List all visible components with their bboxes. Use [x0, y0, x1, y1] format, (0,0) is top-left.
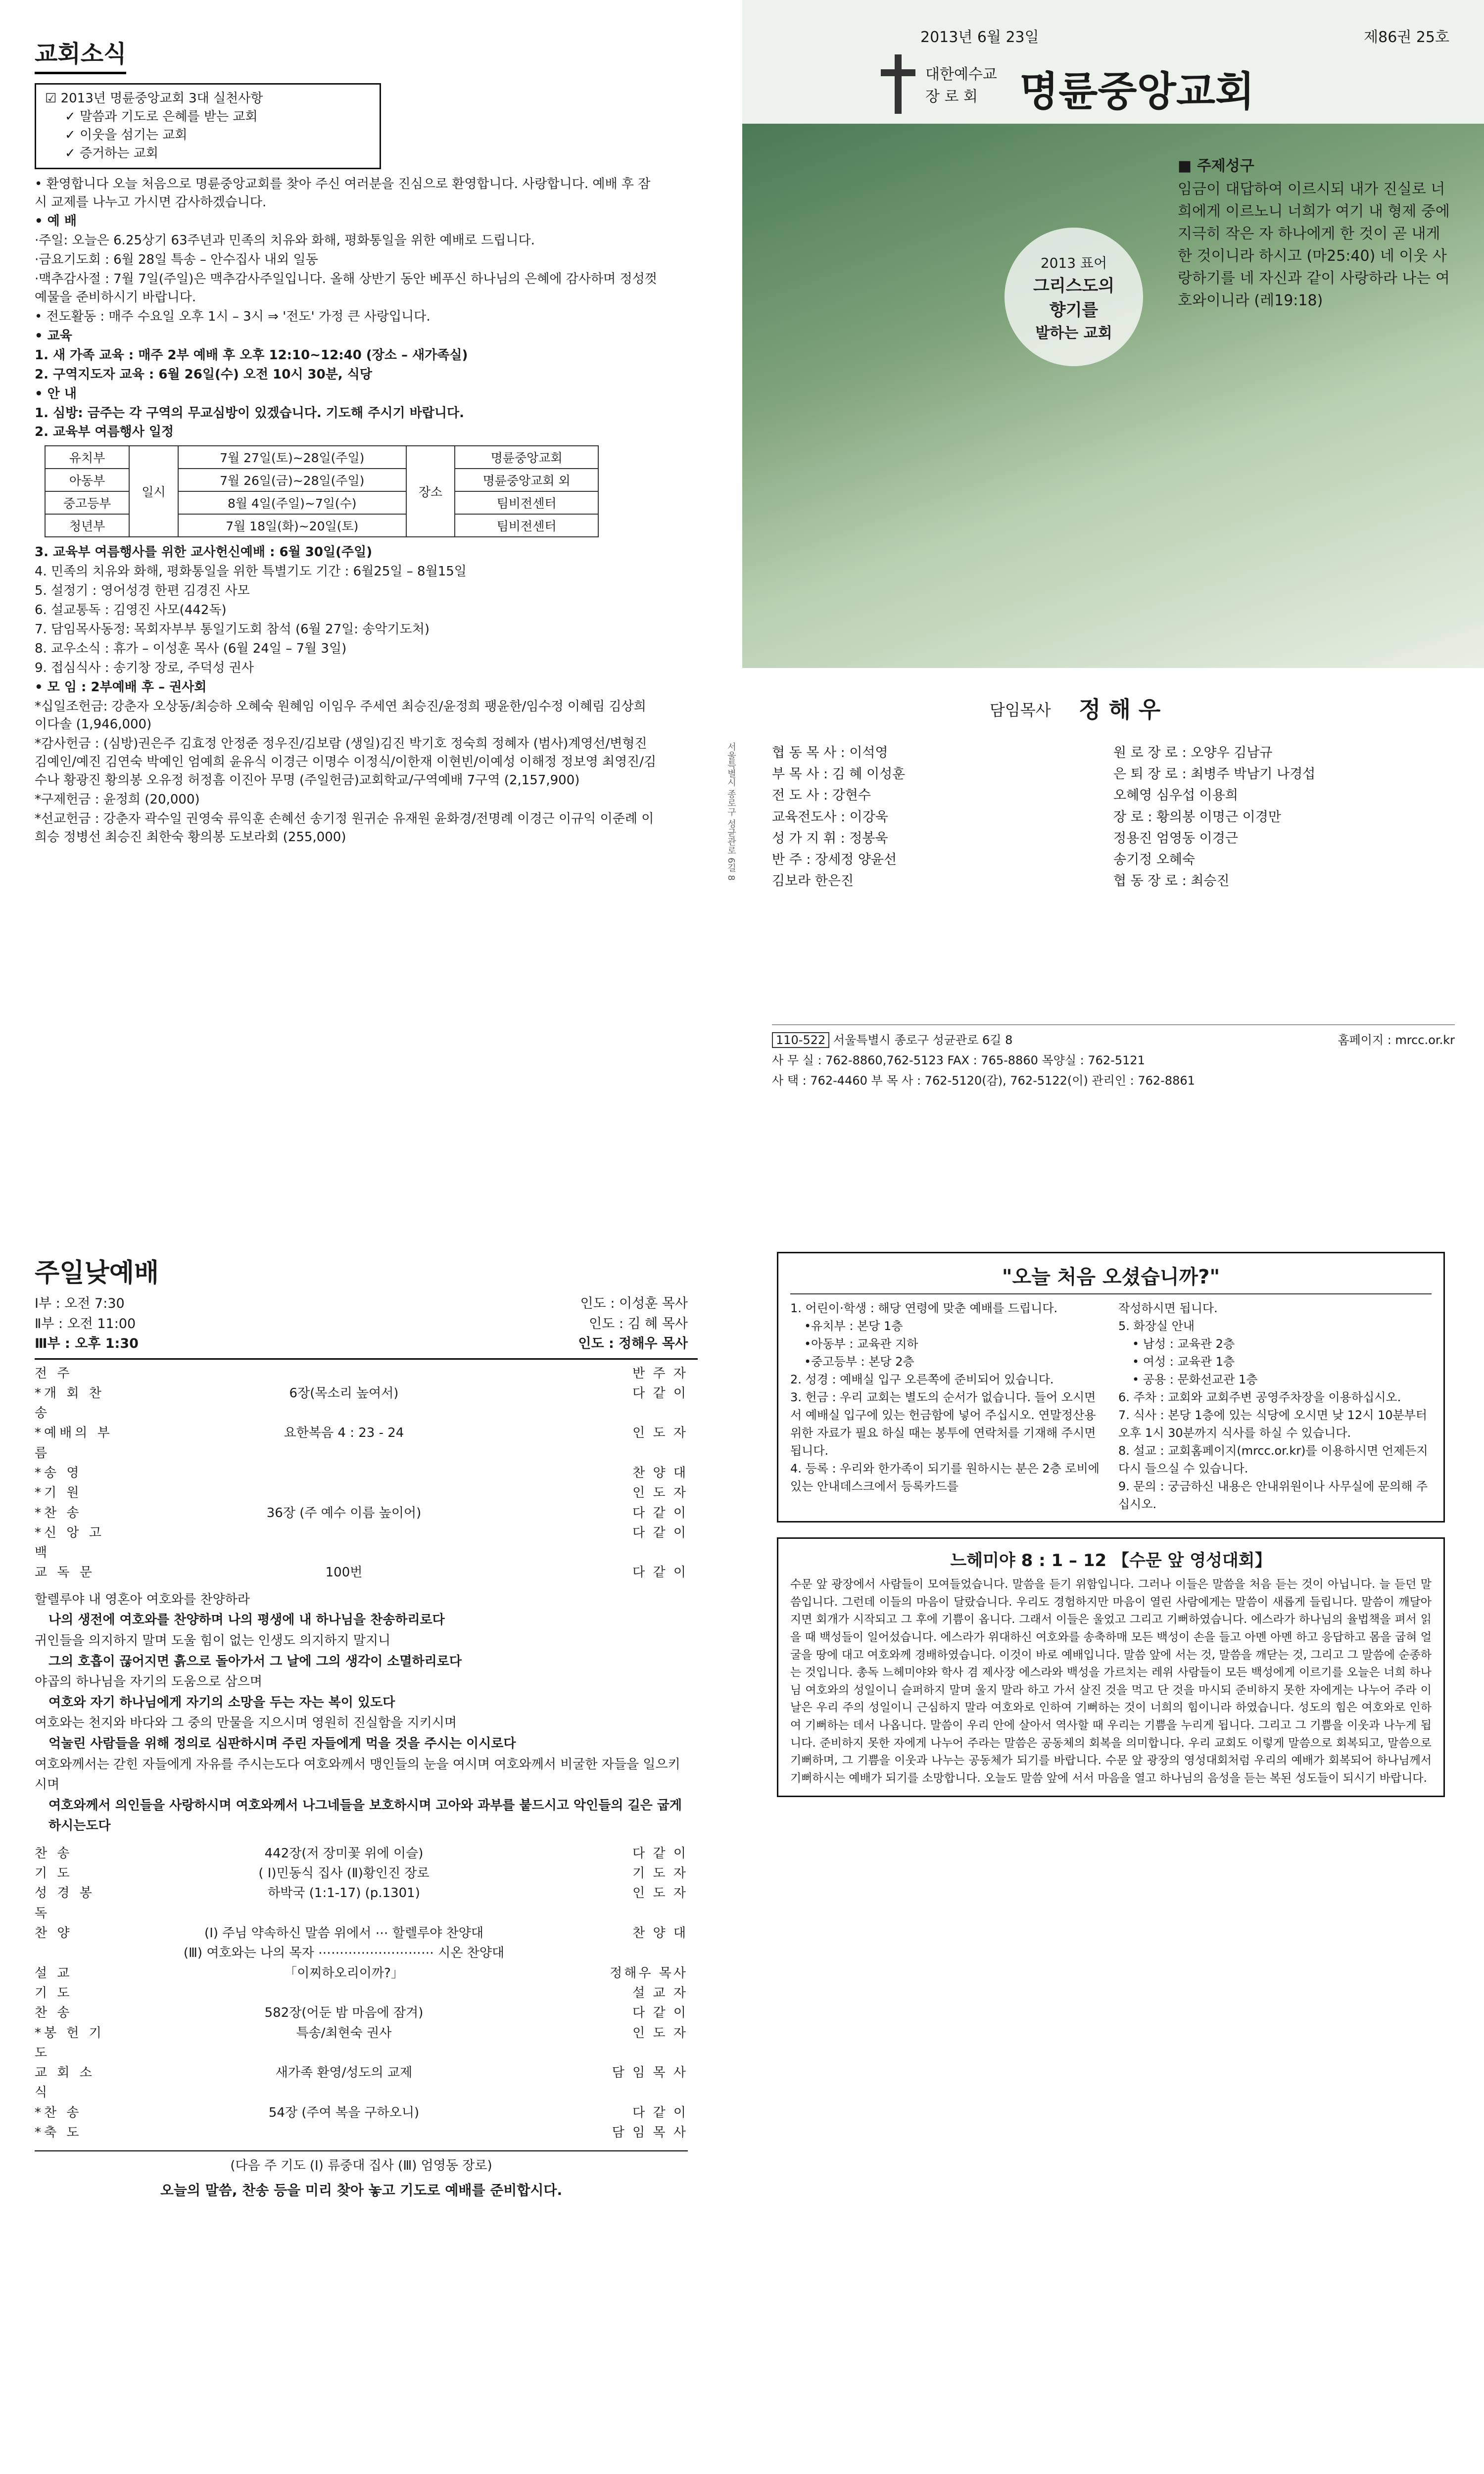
- news-line: • 교육: [35, 328, 72, 343]
- order-person: 찬 양 대: [632, 1465, 688, 1480]
- order-person: 설 교 자: [632, 1985, 688, 2000]
- order-row: [35, 1963, 688, 1983]
- summer-place: 명륜중앙교회: [455, 446, 598, 469]
- order-row: [35, 1863, 688, 1883]
- order-item: 전 주: [35, 1366, 73, 1381]
- news-line: • 환영합니다 오늘 처음으로 명륜중앙교회를 찾아 주신 여러분을 진심으로 환영합니다. 사랑합니다. 예배 후 잠시 교제를 나누고 가시면 감사하겠습니다.: [35, 176, 651, 210]
- welcome-item: •아동부 : 교육관 지하: [804, 1337, 918, 1351]
- order-person: 인 도 자: [632, 1485, 688, 1501]
- addr-code: 110-522: [772, 1032, 829, 1048]
- reading-line: 여호와 자기 하나님에게 자기의 소망을 두는 자는 복이 있도다: [48, 1695, 395, 1710]
- responsive-reading: [35, 1590, 688, 1837]
- welcome-item: 3. 헌금 : 우리 교회는 별도의 순서가 없습니다. 들어 오시면서 예배실 입구에 있는 헌금함에 넣어 주십시오. 연말정산용 위한 자료가 필요 하실 때는 봉투에 연락처를 기재해 주시면 됩니다.: [790, 1390, 1096, 1458]
- order-person: 다 같 이: [632, 1565, 688, 1580]
- order-item: *송 영: [35, 1465, 82, 1480]
- order-person: 담 임 목 사: [612, 2065, 688, 2081]
- news-line: • 예 배: [35, 214, 77, 229]
- order-item: 성 경 봉 독: [35, 1886, 95, 1921]
- leader-2: 인도 : 김 혜 목사: [589, 1316, 688, 1332]
- cover-info: [742, 668, 1484, 1178]
- motto-circle-l4: 발하는 교회: [1035, 325, 1112, 342]
- prepare-note: 오늘의 말씀, 찬송 등을 미리 찾아 놓고 기도로 예배를 준비합시다.: [160, 2182, 563, 2199]
- news-page: [0, 0, 742, 1178]
- order-item: *찬 송: [35, 2105, 82, 2120]
- staff-left: 전 도 사 : 강현수: [772, 788, 871, 804]
- motto-item: ✓ 이웃을 섬기는 교회: [65, 127, 188, 143]
- order-detail: 100번: [325, 1565, 363, 1580]
- order-person: 다 같 이: [632, 1525, 688, 1540]
- welcome-right: [1118, 1299, 1432, 1513]
- summer-date: 8월 4일(주일)~7일(수): [178, 491, 406, 514]
- order-person: 반 주 자: [632, 1366, 688, 1381]
- order-detail: 442장(저 장미꽃 위에 이슬): [264, 1846, 424, 1861]
- pastor-label: 담임목사: [990, 701, 1051, 719]
- order-row: [35, 1923, 688, 1943]
- staff-right: 은 퇴 장 로 : 최병주 박남기 나경섭: [1113, 766, 1316, 782]
- afternoon-page: [0, 2449, 742, 2474]
- cover-page: [742, 0, 1484, 1178]
- order-row: [35, 2103, 688, 2123]
- order-row: [35, 1844, 688, 1863]
- news-line: 8. 교우소식 : 휴가 – 이성훈 목사 (6월 24일 – 7월 3일): [35, 641, 347, 656]
- order-person: 다 같 이: [632, 1385, 688, 1401]
- summer-date: 7월 27일(토)~28일(주일): [178, 446, 406, 469]
- staff-right: 원 로 장 로 : 오양우 김남규: [1113, 745, 1273, 761]
- news-line: 6. 설교통독 : 김영진 사모(442독): [35, 603, 227, 618]
- summer-place: 명륜중앙교회 외: [455, 469, 598, 491]
- motto-circle-l2: 그리스도의: [1033, 276, 1115, 296]
- order-row: [35, 1483, 688, 1503]
- summer-dept: 아동부: [45, 469, 129, 491]
- order-row: [35, 1364, 688, 1383]
- order-detail: (Ⅰ) 주님 약속하신 말씀 위에서 ⋯ 할렐루야 찬양대: [204, 1926, 483, 1941]
- summer-dept: 중고등부: [45, 491, 129, 514]
- next-prayer: (다음 주 기도 (Ⅰ) 류중대 집사 (Ⅲ) 엄영동 장로): [35, 2150, 688, 2174]
- order-detail: 「이찌하오리이까?」: [284, 1965, 404, 1981]
- leader-1: 인도 : 이성훈 목사: [580, 1296, 688, 1311]
- order-row: [35, 1423, 688, 1463]
- order-row: [35, 1503, 688, 1523]
- welcome-item: • 여성 : 교육관 1층: [1132, 1355, 1235, 1369]
- order-person: 다 같 이: [632, 2105, 688, 2120]
- motto-circle-l3: 향기를: [1049, 300, 1099, 320]
- order-row: [35, 1523, 688, 1563]
- cross-icon: [881, 54, 915, 114]
- reading-line: 할렐루야 내 영혼아 여호와를 찬양하라: [35, 1592, 250, 1607]
- news-line: 2. 구역지도자 교육 : 6월 26일(수) 오전 10시 30분, 식당: [35, 367, 372, 382]
- reading-line: 여호와께서 의인들을 사랑하시며 여호와께서 나그네들을 보호하시며 고아와 과부를 붙드시고 악인들의 길은 굽게 하시는도다: [48, 1798, 682, 1834]
- time-3: Ⅲ부 : 오후 1:30: [35, 1336, 139, 1351]
- news-line: ·맥추감사절 : 7월 7일(주일)은 맥추감사주일입니다. 올해 상반기 동안 베푸신 하나님의 은혜에 감사하며 정성껏 예물을 준비하시기 바랍니다.: [35, 272, 657, 305]
- news-line: 3. 교육부 여름행사를 위한 교사헌신예배 : 6월 30일(주일): [35, 545, 373, 560]
- reading-line: 여호와께서는 갇힌 자들에게 자유를 주시는도다 여호와께서 맹인들의 눈을 여시며 여호와께서 비굴한 자들을 일으키시며: [35, 1757, 680, 1793]
- staff-left: 김보라 한은진: [772, 873, 854, 889]
- staff-left: 교육전도사 : 이강욱: [772, 809, 888, 825]
- motto-head: ☑ 2013년 명륜중앙교회 3대 실천사항: [45, 91, 263, 106]
- welcome-title: "오늘 처음 오셨습니까?": [790, 1261, 1432, 1294]
- staff-right: 장 로 : 황의봉 이명근 이경만: [1113, 809, 1281, 825]
- welcome-item: 7. 식사 : 본당 1층에 있는 식당에 오시면 낮 12시 10분부터 오후 1시 30분까지 식사를 하실 수 있습니다.: [1118, 1408, 1428, 1440]
- phone2: 사 택 : 762-4460 부 목 사 : 762-5120(감), 762-5122(이) 관리인 : 762-8861: [772, 1073, 1195, 1088]
- homepage: 홈페이지 : mrcc.or.kr: [1338, 1033, 1455, 1047]
- order-item: 기 도: [35, 1866, 73, 1881]
- summer-place-label: 장소: [406, 446, 455, 537]
- leader-3: 인도 : 정해우 목사: [578, 1336, 688, 1351]
- welcome-box: [777, 1252, 1445, 1522]
- order-person: 담 임 목 사: [612, 2125, 688, 2141]
- order-item: *기 원: [35, 1485, 82, 1501]
- meditation-title: 느헤미야 8 : 1 – 12 【수문 앞 영성대회】: [950, 1551, 1272, 1570]
- order-row: [35, 2003, 688, 2023]
- motto-item: ✓ 말씀과 기도로 은혜를 받는 교회: [65, 109, 258, 124]
- staff-list: [772, 742, 1455, 892]
- order-item: 교 회 소 식: [35, 2065, 95, 2100]
- staff-left: 협 동 목 사 : 이석영: [772, 745, 888, 761]
- order-item: *신 앙 고 백: [35, 1525, 104, 1561]
- addr: 서울특별시 종로구 성균관로 6길 8: [833, 1033, 1013, 1047]
- sunday-worship-page: [0, 1222, 742, 2410]
- order-item: 찬 송: [35, 1846, 73, 1861]
- order-row: [35, 2063, 688, 2103]
- meditation-box: [777, 1537, 1445, 1797]
- order-item: 찬 양: [35, 1926, 73, 1941]
- news-line: *구제헌금 : 윤정희 (20,000): [35, 792, 200, 808]
- order-item: 찬 송: [35, 2005, 73, 2021]
- order-detail: 새가족 환영/성도의 교제: [275, 2065, 413, 2081]
- welcome-item: 4. 등록 : 우리와 한가족이 되기를 원하시는 분은 2층 로비에 있는 안내데스크에서 등록카드를: [790, 1462, 1100, 1493]
- order-part1: [35, 1364, 688, 1583]
- order-item: *예배의 부름: [35, 1426, 113, 1461]
- news-lines: [35, 175, 658, 442]
- order-row: [35, 1463, 688, 1483]
- order-item: *봉 헌 기 도: [35, 2025, 104, 2060]
- order-row: [35, 1563, 688, 1582]
- summer-date: 7월 18일(화)~20일(토): [178, 514, 406, 537]
- pastor-name: 정 해 우: [1079, 696, 1161, 723]
- order-person: 다 같 이: [632, 1505, 688, 1521]
- welcome-item: 5. 화장실 안내: [1118, 1319, 1195, 1333]
- order-person: 다 같 이: [632, 1846, 688, 1861]
- welcome-page: [742, 1222, 1484, 2410]
- reading-line: 여호와는 천지와 바다와 그 중의 만물을 지으시며 영원히 진실함을 지키시며: [35, 1715, 457, 1731]
- sunday-times: [35, 1294, 703, 1354]
- summer-dept: 유치부: [45, 446, 129, 469]
- staff-right: 송기정 오혜숙: [1113, 852, 1196, 867]
- calendar-page: [742, 2449, 1484, 2474]
- motto-circle-l1: 2013 표어: [1040, 255, 1107, 271]
- order-detail: 582장(어둔 밤 마음에 잠겨): [264, 2005, 424, 2021]
- summer-table: [45, 445, 599, 537]
- reading-line: 그의 호흡이 끊어지면 흙으로 돌아가서 그 날에 그의 생각이 소멸하리로다: [48, 1654, 462, 1669]
- staff-left: 부 목 사 : 김 혜 이성훈: [772, 766, 906, 782]
- order-detail: 6장(목소리 높여서): [289, 1385, 399, 1401]
- news-line: 2. 교육부 여름행사 일정: [35, 425, 174, 440]
- news-line: 4. 민족의 치유와 화해, 평화통일을 위한 특별기도 기간 : 6월25일 – 8월15일: [35, 564, 467, 579]
- news-line: 7. 담임목사동정: 목회자부부 통일기도회 참석 (6월 27일: 송악기도처): [35, 621, 430, 637]
- verse-head: ■ 주제성구: [1178, 157, 1254, 175]
- order-row: [35, 1943, 688, 1963]
- verse-text: 임금이 대답하여 이르시되 내가 진실로 너희에게 이르노니 너희가 여기 내 형제 중에 지극히 작은 자 하나에게 한 것이 곧 내게 한 것이니라 하시고 (마25:40) 네 이웃 사랑하기를 네 자신과 같이 사랑하라 나는 여호와이니라 (레19:18): [1178, 181, 1450, 309]
- order-detail: 54장 (주여 복을 구하오니): [268, 2105, 420, 2120]
- welcome-item: • 공용 : 문화선교관 1층: [1132, 1373, 1258, 1386]
- phone1: 사 무 실 : 762-8860,762-5123 FAX : 765-8860 목양실 : 762-5121: [772, 1053, 1145, 1067]
- order-item: *찬 송: [35, 1505, 82, 1521]
- staff-left: 반 주 : 장세정 양윤선: [772, 852, 897, 867]
- staff-right: 협 동 장 로 : 최승진: [1113, 873, 1230, 889]
- news-line: *선교헌금 : 강춘자 곽수일 권영숙 류익훈 손혜선 송기정 원귀순 유재원 윤화경/전명례 이경근 이규익 이준례 이희승 정병선 최승진 최한숙 황의봉 도보라회 (255,000): [35, 811, 654, 845]
- order-detail: ( Ⅰ)민동식 집사 (Ⅱ)황인진 장로: [258, 1866, 430, 1881]
- motto-box: [35, 83, 381, 169]
- order-detail: 하박국 (1:1-17) (p.1301): [268, 1886, 420, 1901]
- order-item: 교 독 문: [35, 1565, 95, 1580]
- welcome-item: 9. 문의 : 궁금하신 내용은 안내위원이나 사무실에 문의해 주십시오.: [1118, 1479, 1428, 1511]
- welcome-item: 작성하시면 됩니다.: [1118, 1301, 1218, 1315]
- order-person: 인 도 자: [632, 1426, 688, 1441]
- order-item: 기 도: [35, 1985, 73, 2000]
- time-1: Ⅰ부 : 오전 7:30: [35, 1296, 125, 1311]
- church-sub2: 장 로 회: [925, 88, 978, 105]
- news-line: 1. 새 가족 교육 : 매주 2부 예배 후 오후 12:10~12:40 (장소 – 새가족실): [35, 347, 468, 363]
- reading-line: 나의 생전에 여호와를 찬양하며 나의 평생에 내 하나님을 찬송하리로다: [48, 1613, 445, 1628]
- welcome-item: 1. 어린이·학생 : 해당 연령에 맞춘 예배를 드립니다.: [790, 1301, 1058, 1315]
- side-note: 서울특별시 종로구 성균관로 6길 8: [726, 742, 736, 881]
- order-row: [35, 2123, 688, 2142]
- order-item: 설 교: [35, 1965, 73, 1981]
- order-detail: (Ⅲ) 여호와는 나의 목자 ⋯⋯⋯⋯⋯⋯⋯⋯⋯ 시온 찬양대: [183, 1946, 505, 1961]
- order-person: 인 도 자: [632, 1886, 688, 1901]
- sunday-title: 주일낮예배: [35, 1258, 159, 1288]
- motto-circle: [1005, 228, 1143, 366]
- news-line: *감사헌금 : (심방)권은주 김효정 안정준 정우진/김보람 (생일)김진 박기호 정숙희 정혜자 (범사)계영선/변형진 김예인/예진 김연숙 박예인 엄예희 윤유식 이경근 이명수 이정식/이한재 이현빈/이예성 이해정 정보영 최영진/김수나 황광진 황의봉 오유정 허정흠 이진아 무명 (주일헌금)교회학교/구역예배 7구역 (2,157,900): [35, 736, 657, 788]
- staff-right: 정용진 엄영동 이경근: [1113, 830, 1238, 846]
- order-person: 정해우 목사: [610, 1965, 688, 1981]
- news-line: ·주일: 오늘은 6.25상기 63주년과 민족의 치유와 화해, 평화통일을 위한 예배로 드립니다.: [35, 233, 535, 248]
- order-part2: [35, 1844, 688, 2142]
- order-item: *개 회 찬 송: [35, 1385, 104, 1421]
- news-line: • 안 내: [35, 386, 77, 401]
- summer-dept: 청년부: [45, 514, 129, 537]
- order-row: [35, 1883, 688, 1923]
- summer-date: 7월 26일(금)~28일(주일): [178, 469, 406, 491]
- order-person: 찬 양 대: [632, 1926, 688, 1941]
- welcome-item: •유치부 : 본당 1층: [804, 1319, 903, 1333]
- staff-right: 오혜영 심우섭 이용희: [1113, 788, 1238, 804]
- welcome-item: 8. 설교 : 교회홈페이지(mrcc.or.kr)를 이용하시면 언제든지 다시 들으실 수 있습니다.: [1118, 1444, 1428, 1475]
- order-row: [35, 1983, 688, 2003]
- order-person: 다 같 이: [632, 2005, 688, 2021]
- welcome-item: 6. 주차 : 교회와 교회주변 공영주차장을 이용하십시오.: [1118, 1390, 1401, 1404]
- news-line: • 모 임 : 2부예배 후 – 권사회: [35, 679, 207, 695]
- order-person: 기 도 자: [632, 1866, 688, 1881]
- summer-place: 팀비전센터: [455, 491, 598, 514]
- welcome-item: • 남성 : 교육관 2층: [1132, 1337, 1235, 1351]
- staff-left: 성 가 지 휘 : 정봉욱: [772, 830, 888, 846]
- order-item: *축 도: [35, 2125, 82, 2141]
- church-name: 명륜중앙교회: [1019, 68, 1255, 115]
- summer-mid: 일시: [129, 446, 178, 537]
- news-line: 1. 심방: 금주는 각 구역의 무교심방이 있겠습니다. 기도해 주시기 바랍니다.: [35, 405, 464, 421]
- order-detail: 36장 (주 예수 이름 높이어): [266, 1505, 422, 1521]
- reading-line: 야곱의 하나님을 자기의 도움으로 삼으며: [35, 1674, 263, 1690]
- welcome-left: [790, 1299, 1103, 1513]
- news-lines2: [35, 543, 658, 847]
- order-row: [35, 2023, 688, 2063]
- motto-item: ✓ 증거하는 교회: [65, 145, 159, 161]
- news-line: *십일조헌금: 강춘자 오상동/최승하 오혜숙 원혜임 이임우 주세연 최승진/윤정희 팽윤한/임수정 이혜림 김상희 이다솔 (1,946,000): [35, 699, 646, 732]
- meditation-text: 수문 앞 광장에서 사람들이 모여들었습니다. 말씀을 듣기 위함입니다. 그러나 이들은 말씀을 처음 듣는 것이 아닙니다. 늘 듣던 말씀입니다. 그런데 이들의 마음이 달랐습니다. 우리도 경험하지만 마음이 열린 사람에게는 말씀이 새롭게 들립니다. 말씀이 깨달아지면 회개가 시작되고 그 후에 기쁨이 옵니다. 그래서 이들은 울었고 그리고 기뻐하였습니다. 에스라가 하나님의 율법책을 펴서 읽을 때 백성들이 일어섰습니다. 에스라가 위대하신 여호와를 송축하매 모든 백성이 손을 들고 아멘 아멘 하고 응답하고 몸을 굽혀 얼굴을 땅에 대고 여호와께 경배하였습니다. 이것이 바로 예배입니다. 말씀 앞에 서는 것, 말씀을 깨닫는 것, 그리고 그 말씀에 순종하는 것입니다. 총독 느헤미야와 학사 겸 제사장 에스라와 백성을 가르치는 레위 사람들이 모든 백성에게 이르기를 오늘은 너희 하나님 여호와의 성일이니 슬퍼하지 말며 울지 말라 하고 가서 살진 것을 먹고 단 것을 마시되 준비하지 못한 자에게는 나누어 주라 이 날은 우리 주의 성일이니 근심하지 말라 여호와로 인하여 기뻐하는 것이 너희의 힘이니라 하였습니다. 성도의 힘은 여호와로 인하여 기뻐하는 데서 나옵니다. 말씀이 우리 안에 살아서 역사할 때 우리는 기쁨을 누리게 됩니다. 그리고 그 기쁨을 이웃과 나누게 됩니다. 준비하지 못한 자에게 나누어 주라는 말씀은 공동체의 회복을 의미합니다. 우리 교회도 이렇게 말씀으로 회복되고, 말씀으로 기뻐하며, 그 기쁨을 이웃과 나누는 공동체가 되기를 바랍니다. 수문 앞 광장의 영성대회처럼 우리의 예배가 회복되어 하나님께서 기뻐하시는 예배가 되기를 소망합니다. 오늘도 말씀 앞에 서서 마음을 열고 하나님의 음성을 듣는 복된 성도들이 되시기 바랍니다.: [790, 1578, 1432, 1785]
- address-block: [772, 1024, 1455, 1091]
- news-line: ·금요기도회 : 6월 28일 특송 – 안수집사 내외 일동: [35, 252, 318, 268]
- summer-place: 팀비전센터: [455, 514, 598, 537]
- cover-date: 2013년 6월 23일: [920, 29, 1039, 46]
- church-sub1: 대한예수교: [925, 66, 997, 83]
- order-person: 인 도 자: [632, 2025, 688, 2041]
- news-line: 5. 설정기 : 영어성경 한편 김경진 사모: [35, 583, 250, 599]
- reading-line: 귀인들을 의지하지 말며 도울 힘이 없는 인생도 의지하지 말지니: [35, 1633, 391, 1648]
- order-detail: 요한복음 4 : 23 - 24: [284, 1426, 404, 1441]
- welcome-item: •중고등부 : 본당 2층: [804, 1355, 914, 1369]
- order-row: [35, 1383, 688, 1424]
- cover-issue: 제86권 25호: [1364, 29, 1449, 46]
- news-title: 교회소식: [35, 35, 126, 74]
- order-detail: 특송/최현숙 권사: [296, 2025, 392, 2041]
- reading-line: 억눌린 사람들을 위해 정의로 심판하시며 주린 자들에게 먹을 것을 주시는 이시로다: [48, 1736, 516, 1751]
- news-line: • 전도활동 : 매주 수요일 오후 1시 – 3시 ⇒ '전도' 가정 큰 사랑입니다.: [35, 309, 431, 324]
- welcome-item: 2. 성경 : 예배실 입구 오른쪽에 준비되어 있습니다.: [790, 1373, 1054, 1386]
- news-line: 9. 접심식사 : 송기창 장로, 주덕성 권사: [35, 660, 254, 675]
- time-2: Ⅱ부 : 오전 11:00: [35, 1316, 136, 1332]
